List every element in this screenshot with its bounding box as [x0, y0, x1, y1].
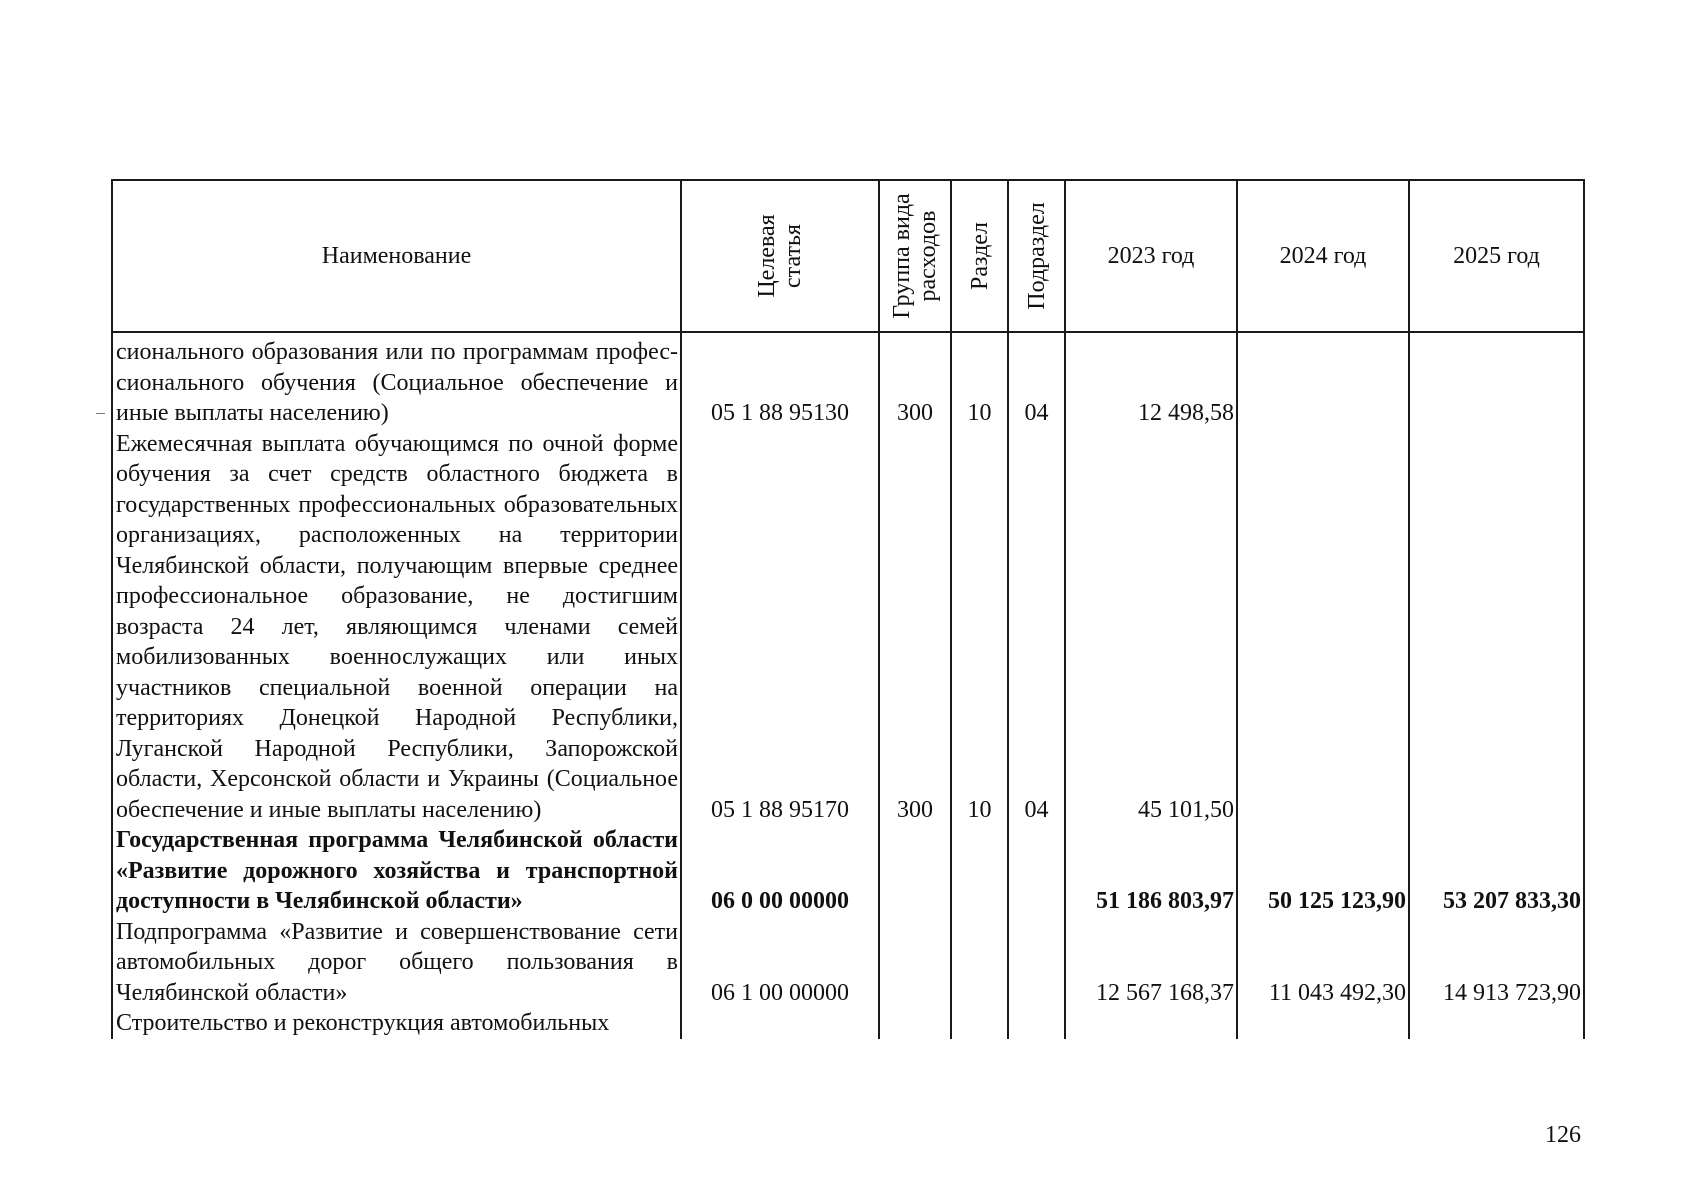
row-amount-2024 — [1237, 1008, 1409, 1039]
header-section-label: Раздел — [966, 222, 993, 290]
header-year-2024: 2024 год — [1237, 180, 1409, 332]
row-name: Ежемесячная выплата обучающимся по очной форме обучения за счет средств областного бюджета в государственных профессиональных образовательных организациях, расположенных на территории Челябинской области, получающим впервые среднее профессиональное образование, не достигшим возраста 24 лет, являющимся членами семей мобилизованных военнослужащих или иных участников специальной военной операции на территориях Донецкой Народной Республики, Луганской Народной Республики, Запорожской области, Херсонской области и Украины (Социальное обеспечение и иные выплаты населению) — [112, 429, 681, 826]
row-expense-group — [879, 917, 951, 1009]
header-subsection — [1008, 180, 1065, 332]
row-target-article: 06 1 00 00000 — [681, 917, 879, 1009]
table-row — [112, 429, 1584, 826]
header-expense-group-line2: расходов — [915, 210, 941, 302]
row-amount-2025 — [1409, 1008, 1584, 1039]
row-expense-group: 300 — [879, 429, 951, 826]
header-target-article — [681, 180, 879, 332]
row-expense-group: 300 — [879, 332, 951, 429]
header-target-article-line1: Целевая — [754, 214, 780, 298]
header-year-2023: 2023 год — [1065, 180, 1237, 332]
budget-table — [111, 179, 1585, 1039]
row-amount-2023: 51 186 803,97 — [1065, 825, 1237, 917]
row-name: сионального образования или по программам профессионального обучения (Социальное обеспечение и иные выплаты населению) — [112, 332, 681, 429]
row-amount-2024 — [1237, 332, 1409, 429]
row-amount-2025 — [1409, 429, 1584, 826]
row-subsection: 04 — [1008, 429, 1065, 826]
row-amount-2025: 14 913 723,90 — [1409, 917, 1584, 1009]
row-expense-group — [879, 1008, 951, 1039]
row-target-article — [681, 1008, 879, 1039]
page-number: 126 — [1545, 1122, 1581, 1148]
row-subsection — [1008, 917, 1065, 1009]
row-subsection: 04 — [1008, 332, 1065, 429]
row-subsection — [1008, 1008, 1065, 1039]
row-subsection — [1008, 825, 1065, 917]
header-expense-group — [879, 180, 951, 332]
header-expense-group-line1: Группа вида — [889, 193, 915, 319]
row-section — [951, 1008, 1008, 1039]
row-amount-2024: 11 043 492,30 — [1237, 917, 1409, 1009]
row-amount-2025 — [1409, 332, 1584, 429]
row-amount-2024: 50 125 123,90 — [1237, 825, 1409, 917]
header-name: Наименование — [112, 180, 681, 332]
table-row — [112, 917, 1584, 1009]
row-amount-2023 — [1065, 1008, 1237, 1039]
row-expense-group — [879, 825, 951, 917]
row-section — [951, 825, 1008, 917]
row-target-article: 05 1 88 95170 — [681, 429, 879, 826]
table-row — [112, 1008, 1584, 1039]
row-amount-2023: 45 101,50 — [1065, 429, 1237, 826]
row-name: Строительство и реконструкция автомобильных — [112, 1008, 681, 1039]
row-amount-2023: 12 498,58 — [1065, 332, 1237, 429]
row-amount-2024 — [1237, 429, 1409, 826]
row-target-article: 05 1 88 95130 — [681, 332, 879, 429]
header-subsection-label: Подраздел — [1023, 202, 1050, 310]
header-section — [951, 180, 1008, 332]
row-name: Государственная программа Челябинской области «Развитие дорожного хозяйства и транспортной доступности в Челябинской области» — [112, 825, 681, 917]
row-target-article: 06 0 00 00000 — [681, 825, 879, 917]
row-section: 10 — [951, 332, 1008, 429]
row-name: Подпрограмма «Развитие и совершенствование сети автомобильных дорог общего пользования в Челябинской области» — [112, 917, 681, 1009]
table-row — [112, 332, 1584, 429]
row-section: 10 — [951, 429, 1008, 826]
scan-mark — [96, 413, 105, 414]
row-amount-2025: 53 207 833,30 — [1409, 825, 1584, 917]
row-section — [951, 917, 1008, 1009]
row-amount-2023: 12 567 168,37 — [1065, 917, 1237, 1009]
header-target-article-line2: статья — [780, 224, 806, 288]
header-year-2025: 2025 год — [1409, 180, 1584, 332]
table-header-row — [112, 180, 1584, 332]
table-row — [112, 825, 1584, 917]
